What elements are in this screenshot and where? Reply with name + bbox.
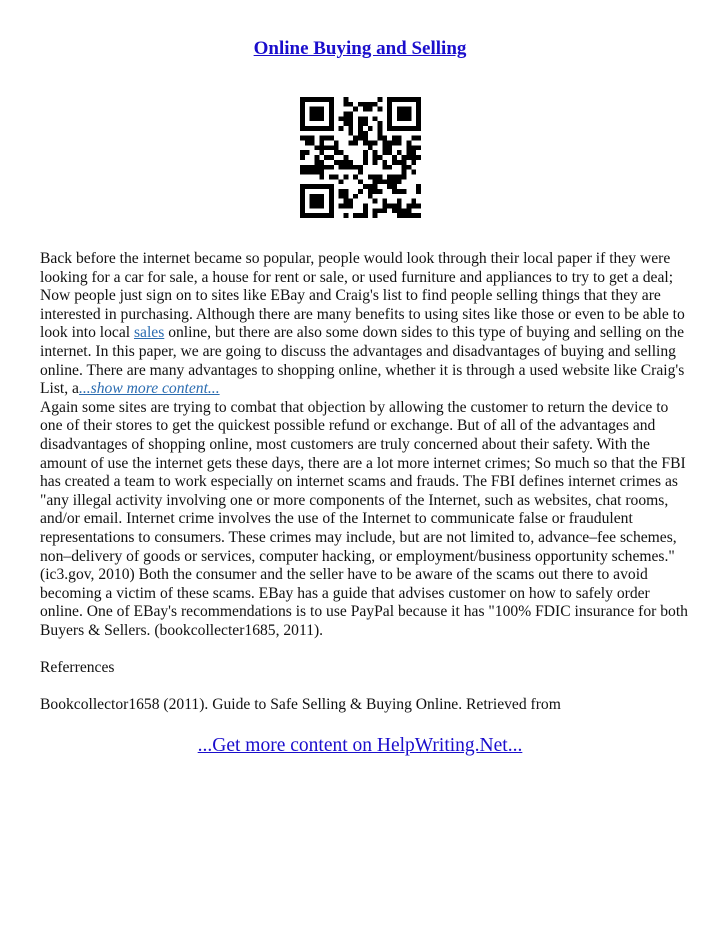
paragraph-intro-text: Back before the internet became so popular, people would look through their local paper if they were looking for a car for sale, a house for rent or sale, or used furniture and appliances to try to get a deal; Now people just sign on to sites like EBay and Craig's list to find people selling things that they are interested in purchasing. Although there are many benefits to using sites like those or even to be able to look into local bbox=[40, 250, 685, 342]
references-heading: Referrences bbox=[40, 659, 115, 677]
paragraph-main: Again some sites are trying to combat that objection by allowing the customer to return the device to one of their stores to get the quickest possible refund or exchange. But of all of the advantages and disadvantages of shopping online, most customers are truly concerned about their safety. With the amount of use the internet gets these days, there are a lot more internet crimes; So much so that the FBI has created a team to work especially on internet scams and frauds. The FBI defines internet crimes as "any illegal activity involving one or more components of the Internet, such as websites, chat rooms, and/or email. Internet crime involves the use of the Internet to communicate false or fraudulent representations to consumers. These crimes may include, but are not limited to, advance–fee schemes, non–delivery of goods or services, computer hacking, or employment/business opportunity schemes." (ic3.gov, 2010) Both the consumer and the seller have to be aware of the scams out there to avoid becoming a victim of these scams. EBay has a guide that advises customer on how to safely order online. One of EBay's recommendations is to use PayPal because it has "100% FDIC insurance for both Buyers & Sellers. (bookcollecter1685, 2011). bbox=[40, 398, 688, 639]
document-title[interactable]: Online Buying and Selling bbox=[253, 38, 467, 59]
get-more-content-link[interactable]: ...Get more content on HelpWriting.Net... bbox=[197, 735, 523, 756]
show-more-link[interactable]: ...show more content... bbox=[78, 380, 220, 398]
qr-code-icon bbox=[300, 97, 421, 218]
reference-entry: Bookcollector1658 (2011). Guide to Safe Selling & Buying Online. Retrieved from bbox=[40, 696, 561, 714]
paragraph-gap bbox=[40, 640, 688, 659]
article-body bbox=[40, 250, 688, 715]
sales-link[interactable]: sales bbox=[133, 324, 165, 342]
paragraph-gap bbox=[40, 678, 688, 697]
paragraph-intro-text-continued: online, but there are also some down sides to this type of buying and selling on the internet. In this paper, we are going to discuss the advantages and disadvantages of buying and selling online. There are many advantages to shopping online, whether it is through a used website like Craig's List, a bbox=[40, 324, 685, 398]
paragraph-intro bbox=[40, 250, 688, 399]
